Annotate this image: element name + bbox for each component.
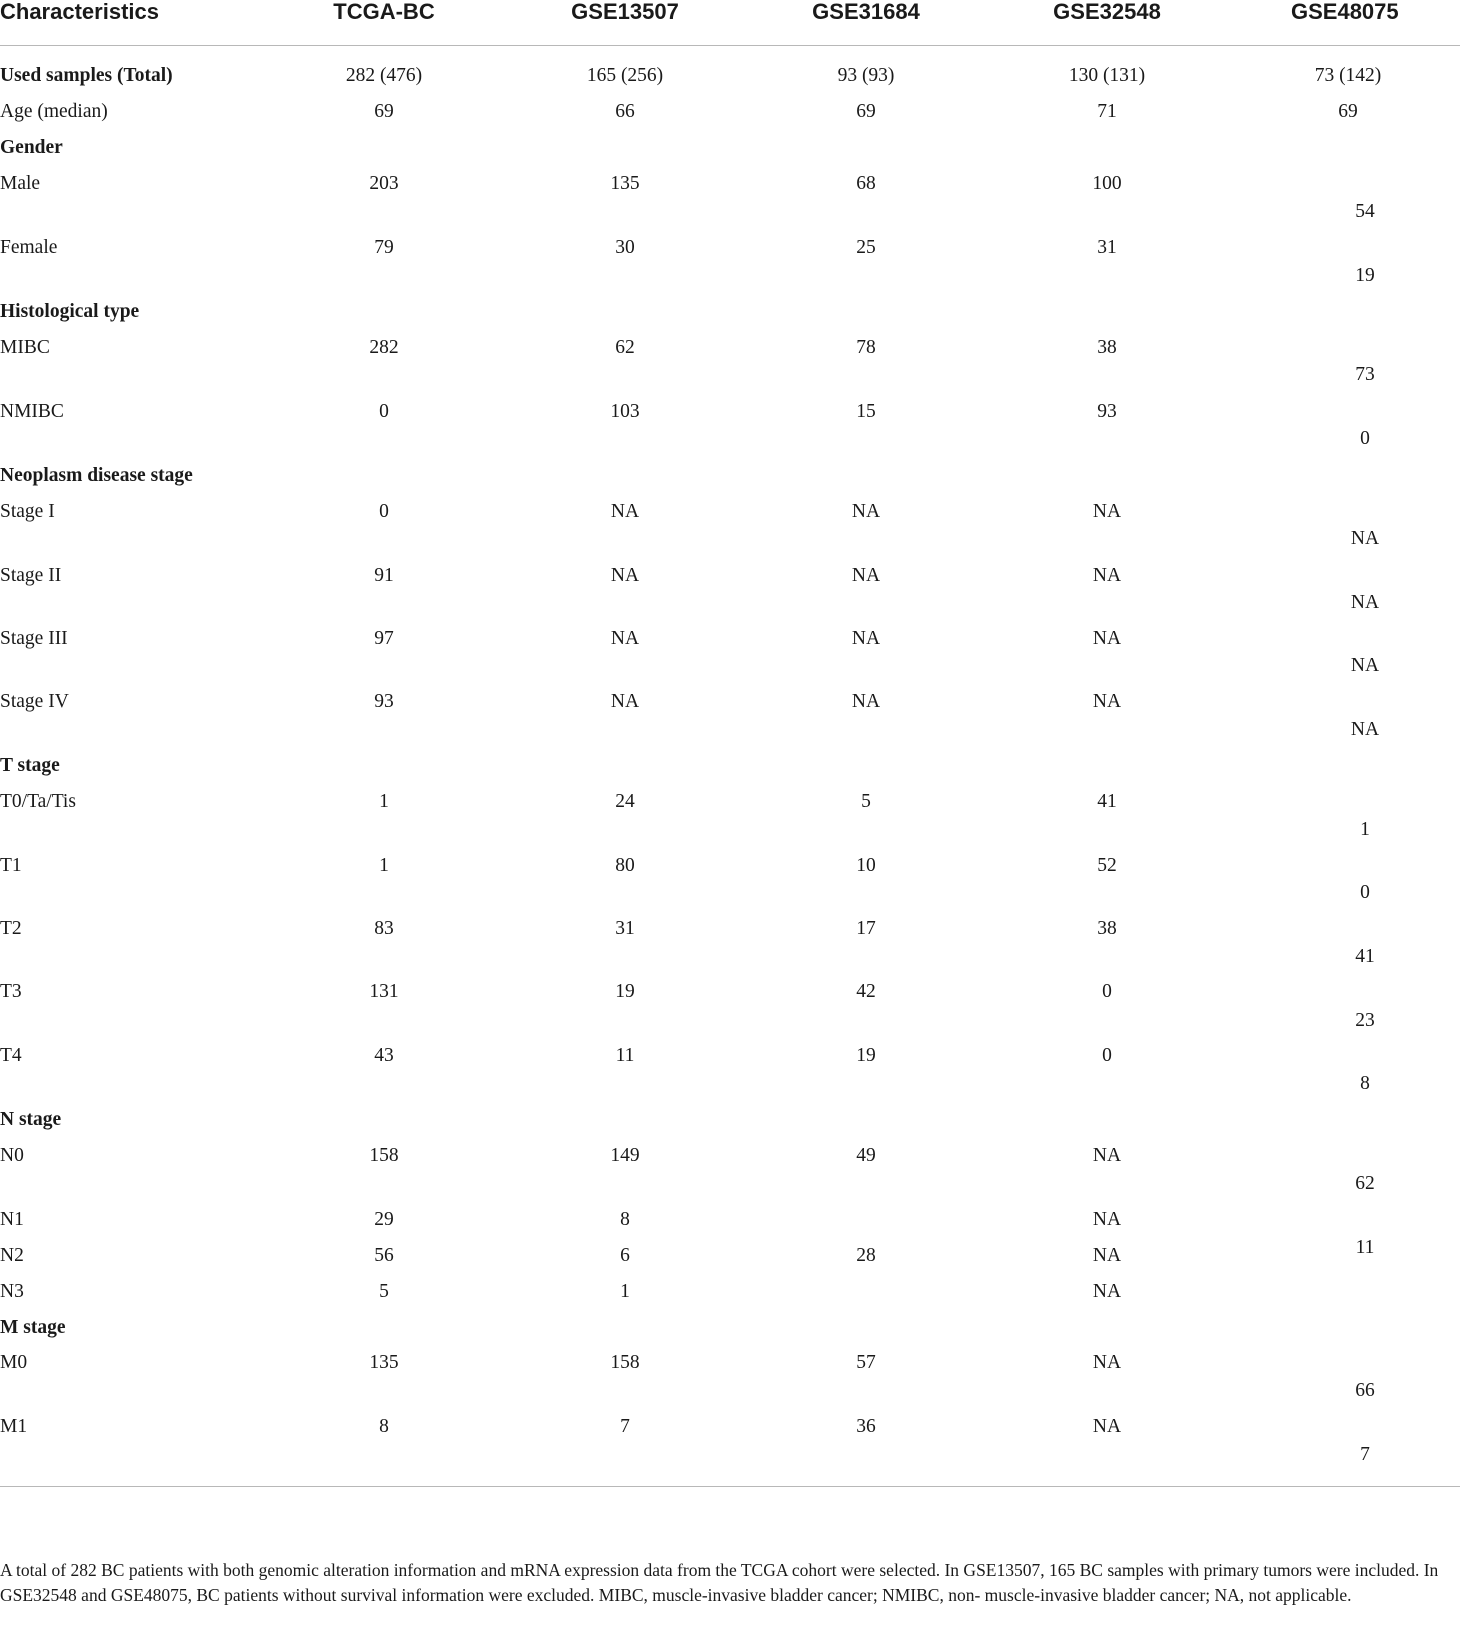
row-label: Stage IV <box>0 691 69 712</box>
row-label: MIBC <box>0 337 50 358</box>
row-label: Female <box>0 237 58 258</box>
table-cell: 282 (476) <box>345 65 423 86</box>
table-cell: 158 <box>369 1145 399 1166</box>
table-cell-gse48075: NA <box>1350 719 1380 740</box>
table-cell: 49 <box>856 1145 876 1166</box>
table-cell: 10 <box>856 855 876 876</box>
table-cell: 69 <box>1338 101 1358 122</box>
table-cell-gse48075: NA <box>1350 592 1380 613</box>
table-cell: 38 <box>1097 918 1117 939</box>
table-cell: 103 <box>610 401 640 422</box>
header-characteristics: Characteristics <box>0 0 159 24</box>
table-cell: 73 (142) <box>1314 65 1382 86</box>
table-cell-gse48075: NA <box>1350 655 1380 676</box>
table-cell: 11 <box>615 1045 635 1066</box>
table-cell: 149 <box>610 1145 640 1166</box>
header-gse31684: GSE31684 <box>812 0 920 24</box>
table-cell: 80 <box>615 855 635 876</box>
table-cell: 68 <box>856 173 876 194</box>
header-gse32548: GSE32548 <box>1053 0 1161 24</box>
table-cell-gse48075: 23 <box>1355 1010 1375 1031</box>
section-heading: Gender <box>0 137 63 158</box>
section-heading: Used samples (Total) <box>0 65 173 86</box>
table-cell: 24 <box>615 791 635 812</box>
table-cell: 30 <box>615 237 635 258</box>
table-cell: 1 <box>379 791 389 812</box>
table-cell-gse48075: 8 <box>1360 1073 1370 1094</box>
table-cell: NA <box>1092 1145 1122 1166</box>
table-cell: NA <box>1092 691 1122 712</box>
table-cell-gse48075: 73 <box>1355 364 1375 385</box>
table-cell: 19 <box>856 1045 876 1066</box>
table-footnote: A total of 282 BC patients with both genomic alteration information and mRNA expression data from the TCGA cohort were selected. In GSE13507, 165 BC samples with primary tumors were included. In GSE32548 and GSE48075, BC patients without survival information were excluded. MIBC, muscle-invasive bladder cancer; NMIBC, non- muscle-invasive bladder cancer; NA, not applicable. <box>0 1560 1439 1605</box>
table-cell: 135 <box>610 173 640 194</box>
table-cell: 91 <box>374 565 394 586</box>
row-label: M1 <box>0 1416 28 1437</box>
table-cell: 57 <box>856 1352 876 1373</box>
table-cell: 71 <box>1097 101 1117 122</box>
table-cell-gse48075: 1 <box>1360 819 1370 840</box>
header-tcga-bc: TCGA-BC <box>333 0 435 24</box>
table-cell: NA <box>1092 1352 1122 1373</box>
table-cell: NA <box>1092 628 1122 649</box>
table-cell: 56 <box>374 1245 394 1266</box>
row-label: T0/Ta/Tis <box>0 791 76 812</box>
row-label: Male <box>0 173 41 194</box>
table-cell: 43 <box>374 1045 394 1066</box>
table-cell-gse48075: 11 <box>1355 1237 1375 1258</box>
table-cell: 8 <box>379 1416 389 1437</box>
header-divider <box>0 45 1460 46</box>
table-cell: 203 <box>369 173 399 194</box>
row-label: Stage II <box>0 565 62 586</box>
table-cell: 158 <box>610 1352 640 1373</box>
table-cell-gse48075: 19 <box>1355 265 1375 286</box>
table-cell: 29 <box>374 1209 394 1230</box>
table-cell: 36 <box>856 1416 876 1437</box>
section-heading: M stage <box>0 1317 66 1338</box>
table-cell: NA <box>851 691 881 712</box>
table-cell: 0 <box>379 401 389 422</box>
table-cell: 131 <box>369 981 399 1002</box>
table-cell: 165 (256) <box>586 65 664 86</box>
row-label: M0 <box>0 1352 28 1373</box>
row-label: N0 <box>0 1145 24 1166</box>
row-label: N2 <box>0 1245 24 1266</box>
table-cell: NA <box>1092 565 1122 586</box>
row-label: T2 <box>0 918 22 939</box>
table-cell: 31 <box>615 918 635 939</box>
table-cell-gse48075: 0 <box>1360 428 1370 449</box>
table-cell: 62 <box>615 337 635 358</box>
row-label: T4 <box>0 1045 22 1066</box>
table-cell: 93 <box>374 691 394 712</box>
table-cell: 282 <box>369 337 399 358</box>
table-cell: 6 <box>620 1245 630 1266</box>
section-heading: T stage <box>0 755 60 776</box>
row-label: Stage I <box>0 501 55 522</box>
table-cell: 93 <box>1097 401 1117 422</box>
table-cell: 41 <box>1097 791 1117 812</box>
table-cell: 42 <box>856 981 876 1002</box>
table-cell: 100 <box>1092 173 1122 194</box>
table-cell-gse48075: NA <box>1350 528 1380 549</box>
table-cell: 97 <box>374 628 394 649</box>
table-cell: NA <box>610 565 640 586</box>
header-gse13507: GSE13507 <box>571 0 679 24</box>
row-label: T3 <box>0 981 22 1002</box>
table-cell: 7 <box>620 1416 630 1437</box>
table-cell: 69 <box>374 101 394 122</box>
table-cell: 79 <box>374 237 394 258</box>
table-cell: 66 <box>615 101 635 122</box>
table-cell: 17 <box>856 918 876 939</box>
table-cell: 83 <box>374 918 394 939</box>
table-cell-gse48075: 66 <box>1355 1380 1375 1401</box>
row-label: T1 <box>0 855 22 876</box>
section-heading: Histological type <box>0 301 140 322</box>
table-cell: NA <box>1092 501 1122 522</box>
row-label: NMIBC <box>0 401 64 422</box>
row-label: N1 <box>0 1209 24 1230</box>
table-cell-gse48075: 0 <box>1360 882 1370 903</box>
table-cell: 19 <box>615 981 635 1002</box>
table-cell: 15 <box>856 401 876 422</box>
table-cell: NA <box>610 501 640 522</box>
table-cell: 28 <box>856 1245 876 1266</box>
table-cell: 78 <box>856 337 876 358</box>
table-cell-gse48075: 62 <box>1355 1173 1375 1194</box>
table-cell: 1 <box>620 1281 630 1302</box>
table-cell: NA <box>1092 1416 1122 1437</box>
section-heading: N stage <box>0 1109 62 1130</box>
table-bottom-divider <box>0 1486 1460 1487</box>
row-label: Stage III <box>0 628 68 649</box>
table-cell: 8 <box>620 1209 630 1230</box>
table-cell: 93 (93) <box>837 65 895 86</box>
table-cell: 69 <box>856 101 876 122</box>
row-label: N3 <box>0 1281 24 1302</box>
table-cell: 5 <box>379 1281 389 1302</box>
table-cell-gse48075: 54 <box>1355 201 1375 222</box>
row-label: Age (median) <box>0 101 108 122</box>
table-cell: 0 <box>379 501 389 522</box>
table-cell: 25 <box>856 237 876 258</box>
header-gse48075: GSE48075 <box>1291 0 1399 24</box>
table-cell: NA <box>1092 1245 1122 1266</box>
table-cell: NA <box>851 628 881 649</box>
table-cell: 130 (131) <box>1068 65 1146 86</box>
table-cell: NA <box>1092 1209 1122 1230</box>
table-cell: 38 <box>1097 337 1117 358</box>
table-cell: NA <box>610 628 640 649</box>
table-cell: 52 <box>1097 855 1117 876</box>
table-cell: 5 <box>861 791 871 812</box>
table-cell: 1 <box>379 855 389 876</box>
table-cell-gse48075: 41 <box>1355 946 1375 967</box>
table-cell: NA <box>1092 1281 1122 1302</box>
table-cell: NA <box>610 691 640 712</box>
table-cell: 31 <box>1097 237 1117 258</box>
table-cell: 135 <box>369 1352 399 1373</box>
section-heading: Neoplasm disease stage <box>0 465 193 486</box>
table-cell: NA <box>851 501 881 522</box>
table-cell-gse48075: 7 <box>1360 1444 1370 1465</box>
table-cell: NA <box>851 565 881 586</box>
table-cell: 0 <box>1102 981 1112 1002</box>
table-cell: 0 <box>1102 1045 1112 1066</box>
